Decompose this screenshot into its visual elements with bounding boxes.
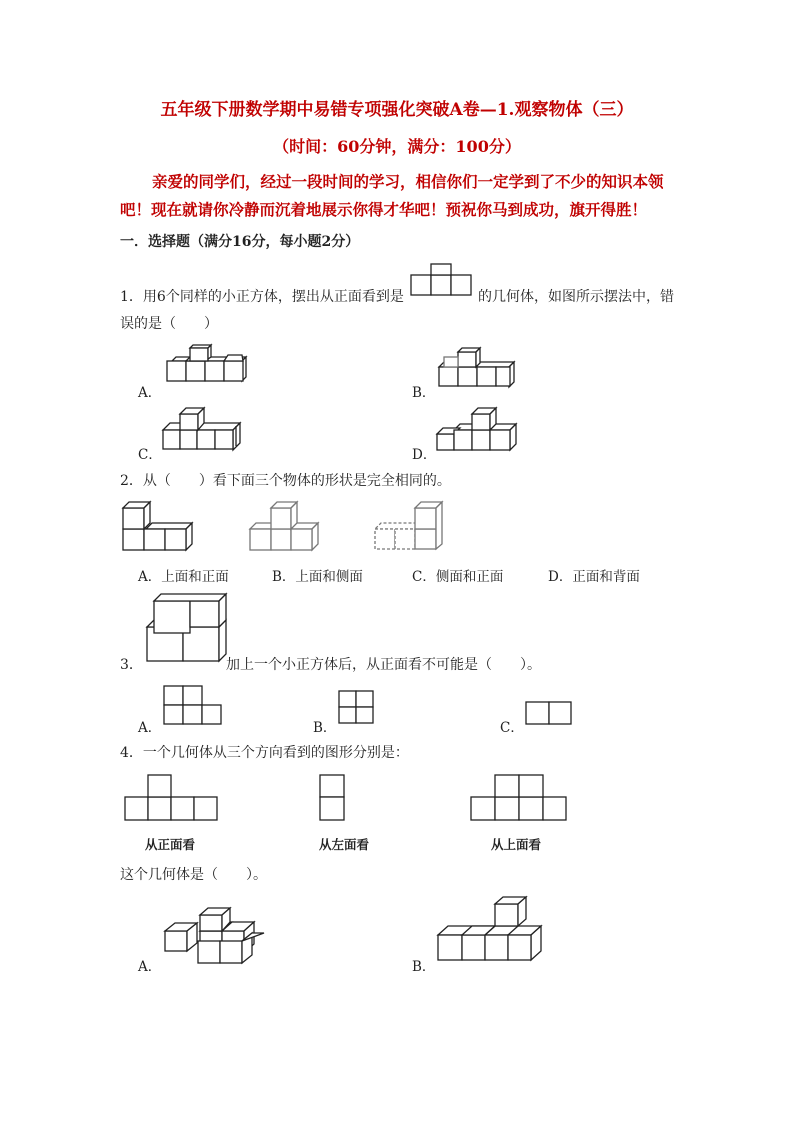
q2-text: 2．从（ ）看下面三个物体的形状是完全相同的。 [120, 473, 451, 489]
q3-option-a-figure [163, 685, 223, 727]
q3-option-c-figure [525, 701, 573, 727]
q2-object-1-figure [122, 500, 196, 554]
q4-option-a-figure [164, 910, 268, 966]
q4-prompt: 这个几何体是（ ）。 [120, 867, 267, 883]
page-title: 五年级下册数学期中易错专项强化突破A卷—1.观察物体（三） [160, 100, 634, 120]
q1-option-d-figure [436, 408, 520, 452]
q1-option-c-figure [162, 408, 246, 452]
q1-front-view-figure [410, 263, 476, 297]
q3-option-c[interactable]: C． [500, 720, 524, 736]
q4-caption-front: 从正面看 [145, 837, 196, 852]
q2-option-b[interactable]: B．上面和侧面 [272, 569, 363, 585]
q4-left-view-figure [319, 774, 347, 822]
q3-option-b[interactable]: B． [313, 720, 337, 736]
q4-caption-top: 从上面看 [491, 837, 542, 852]
intro-text: 亲爱的同学们，经过一段时间的学习，相信你们一定学到了不少的知识本领吧！现在就请你冷静而沉着地展示你得才华吧！预祝你马到成功，旗开得胜！ [120, 172, 664, 219]
q3-option-a[interactable]: A． [138, 720, 162, 736]
page-subtitle: （时间：60分钟，满分：100分） [273, 137, 521, 156]
q1-suffix: 的几何体，如图所示摆法中，错 [478, 289, 674, 305]
q1-option-a-figure [166, 346, 246, 386]
q1-option-a[interactable]: A． [138, 385, 162, 401]
q1-line2: 误的是（ ） [120, 316, 218, 332]
q4-front-view-figure [124, 774, 220, 822]
q4-caption-left: 从左面看 [319, 837, 370, 852]
q2-option-d[interactable]: D．正面和背面 [548, 569, 640, 585]
q1-option-b[interactable]: B． [412, 385, 436, 401]
q1-option-d[interactable]: D． [412, 447, 437, 463]
q1-prefix: 1．用6个同样的小正方体，摆出从正面看到是 [120, 289, 404, 305]
section-heading: 一．选择题（满分16分，每小题2分） [120, 234, 360, 250]
q4-option-b-figure [437, 896, 545, 966]
q1-option-b-figure [438, 349, 518, 389]
q4-option-a[interactable]: A． [138, 959, 162, 975]
q1-option-c[interactable]: C． [138, 447, 162, 463]
q2-option-c[interactable]: C．侧面和正面 [412, 569, 504, 585]
q2-option-a[interactable]: A．上面和正面 [138, 569, 229, 585]
q3-number: 3． [120, 657, 143, 673]
q4-top-view-figure [470, 774, 568, 822]
q2-object-3-figure [374, 497, 446, 553]
q3-figure [146, 593, 226, 663]
q3-option-b-figure [338, 690, 376, 726]
q4-option-b[interactable]: B． [412, 959, 436, 975]
q2-object-2-figure [249, 497, 323, 553]
q4-text: 4．一个几何体从三个方向看到的图形分别是： [120, 745, 409, 761]
q3-text: 加上一个小正方体后，从正面看不可能是（ ）。 [226, 657, 541, 673]
